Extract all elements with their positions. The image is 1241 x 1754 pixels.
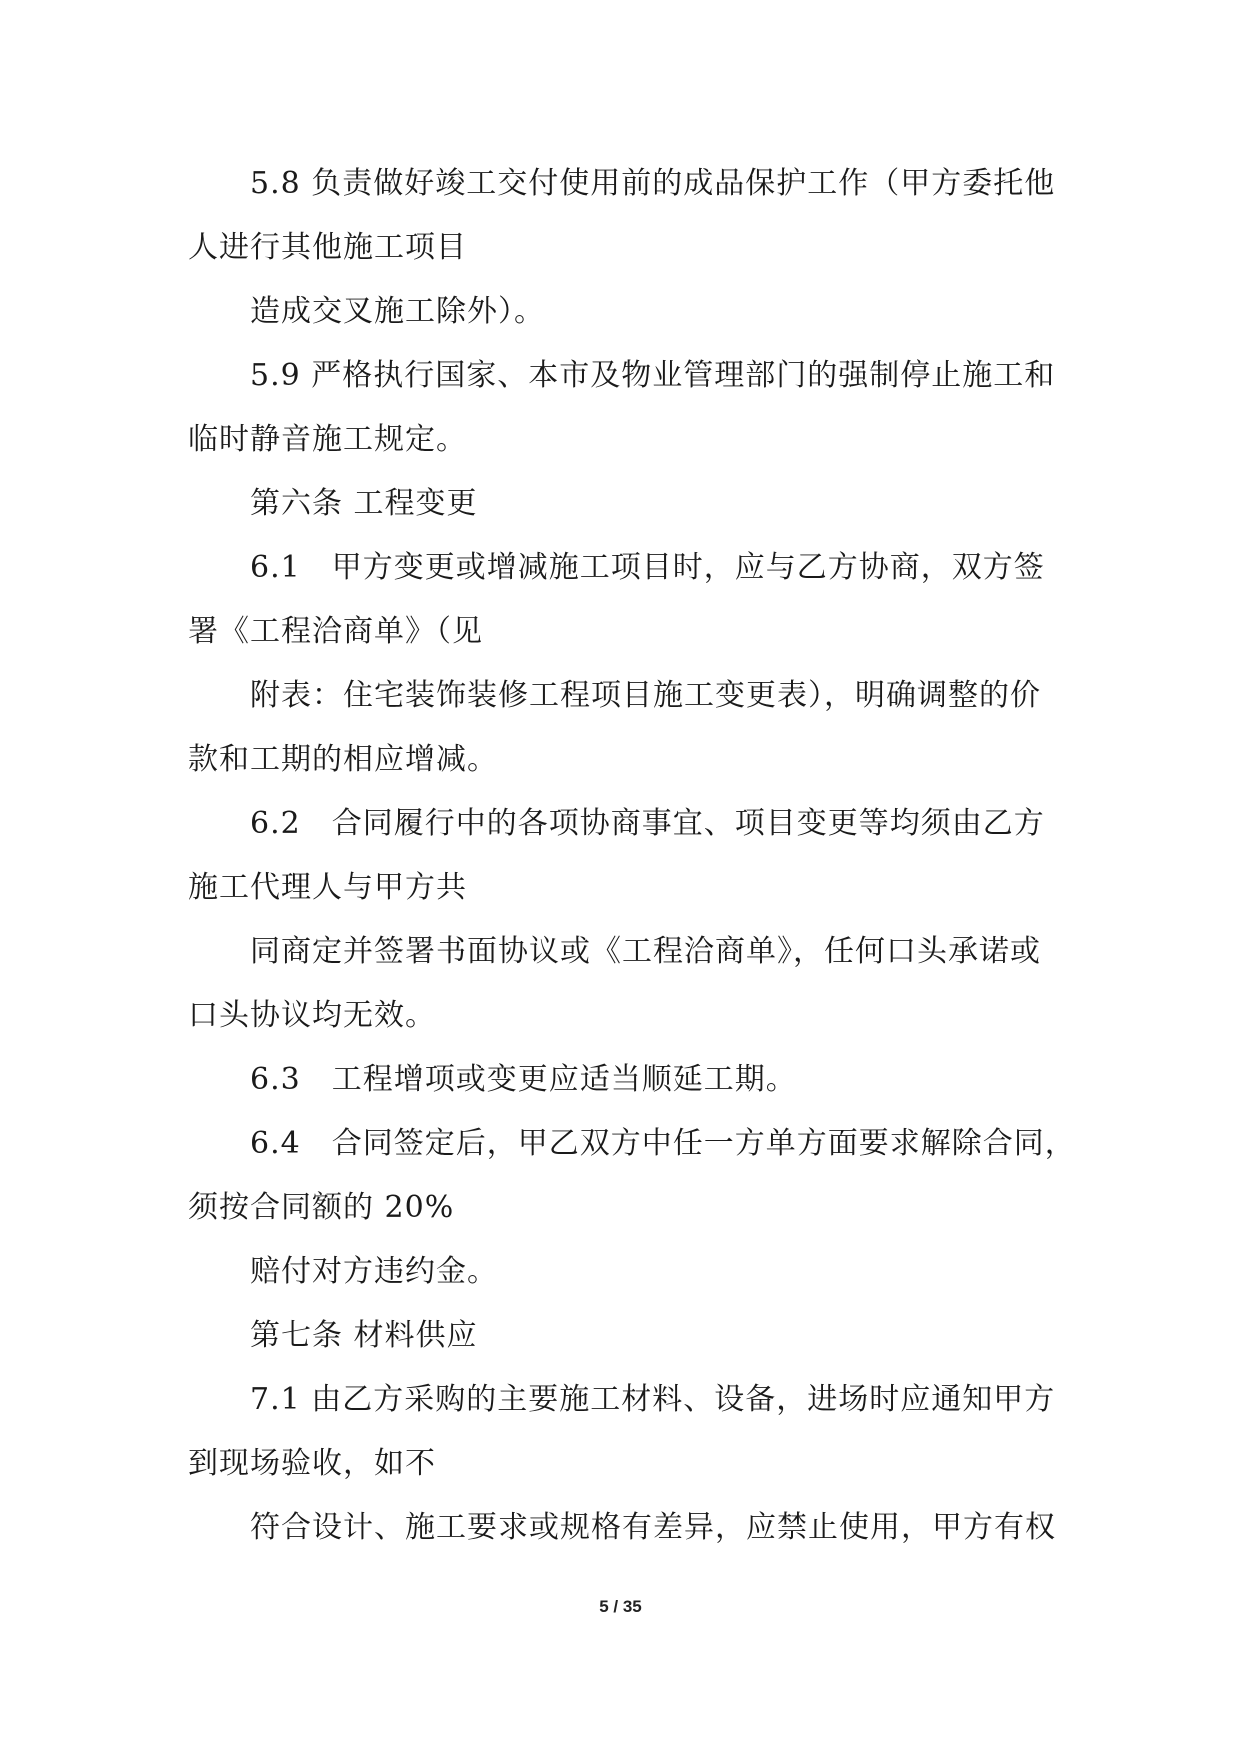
text-line: 临时静音施工规定。 xyxy=(188,422,467,457)
text-line: 7.1 由乙方采购的主要施工材料、设备，进场时应通知甲方 xyxy=(250,1382,1056,1417)
text-line: 人进行其他施工项目 xyxy=(188,230,467,265)
text-line: 款和工期的相应增减。 xyxy=(188,742,498,777)
text-line: 5.9 严格执行国家、本市及物业管理部门的强制停止施工和 xyxy=(250,358,1056,393)
text-line: 附表：住宅装饰装修工程项目施工变更表），明确调整的价 xyxy=(250,678,1041,713)
text-line: 6.2 合同履行中的各项协商事宜、项目变更等均须由乙方 xyxy=(250,806,1045,841)
text-line: 造成交叉施工除外）。 xyxy=(250,294,545,329)
text-line: 6.4 合同签定后，甲乙双方中任一方单方面要求解除合同， xyxy=(250,1126,1076,1161)
page-number: 5 / 35 xyxy=(599,1597,642,1616)
text-line: 署《工程洽商单》（见 xyxy=(188,614,483,649)
text-line: 符合设计、施工要求或规格有差异，应禁止使用，甲方有权 xyxy=(250,1510,1056,1545)
document-body xyxy=(188,152,1076,1560)
text-line: 同商定并签署书面协议或《工程洽商单》，任何口头承诺或 xyxy=(250,934,1041,969)
text-line: 5.8 负责做好竣工交付使用前的成品保护工作（甲方委托他 xyxy=(250,166,1056,201)
text-line: 须按合同额的 20% xyxy=(188,1190,455,1225)
text-line: 到现场验收，如不 xyxy=(188,1446,436,1481)
text-line: 6.3 工程增项或变更应适当顺延工期。 xyxy=(250,1062,797,1097)
text-line: 6.1 甲方变更或增减施工项目时，应与乙方协商，双方签 xyxy=(250,550,1045,585)
section-heading: 第六条 工程变更 xyxy=(250,486,478,521)
text-line: 赔付对方违约金。 xyxy=(250,1254,498,1289)
section-heading: 第七条 材料供应 xyxy=(250,1318,478,1353)
text-line: 施工代理人与甲方共 xyxy=(188,870,467,905)
text-line: 口头协议均无效。 xyxy=(188,998,436,1033)
